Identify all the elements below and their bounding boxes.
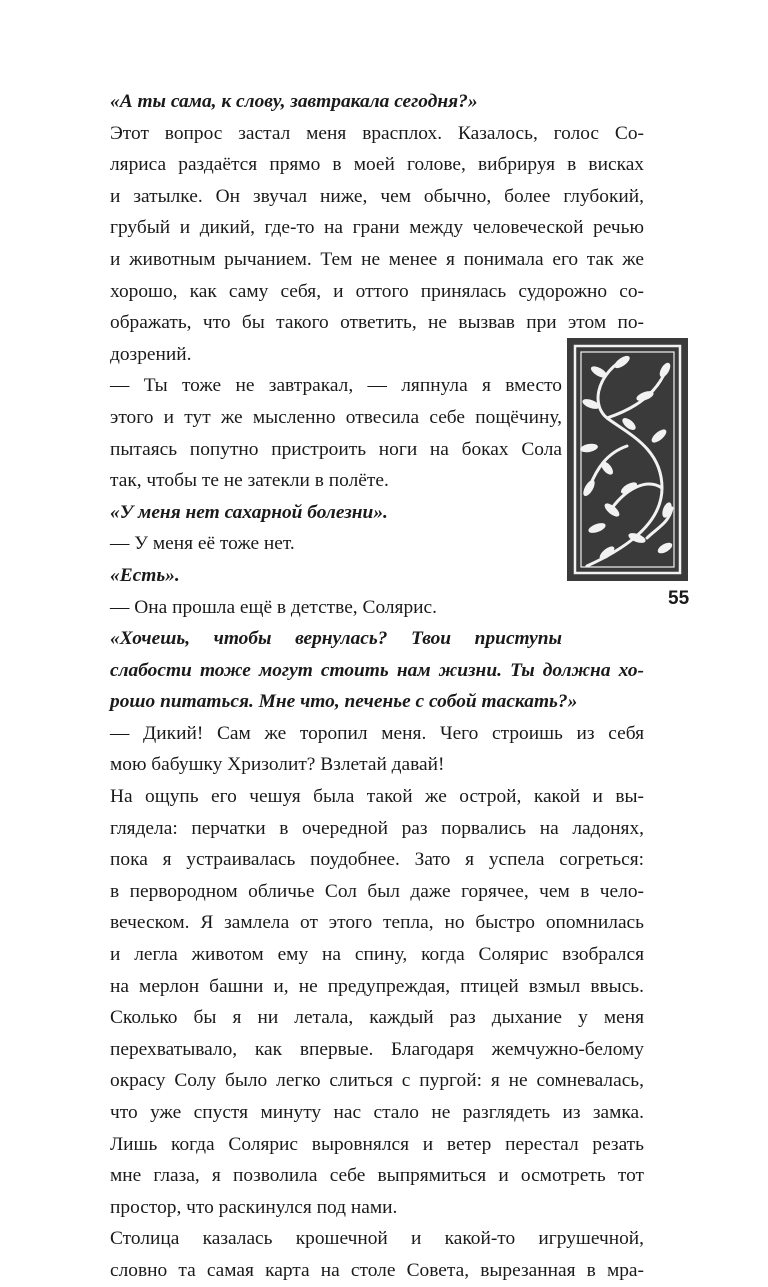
text-line: словно та самая карта на столе Совета, вырезанная в мра- — [110, 1259, 644, 1281]
text-line: в первородном обличье Сол был даже горячее, чем в чело- — [110, 880, 644, 902]
text-line: — Ты тоже не завтракал, — ляпнула я вместо — [110, 375, 562, 397]
text-line: пока я устраивалась поудобнее. Зато я успела согреться: — [110, 849, 644, 871]
floral-branch-ornament-icon — [567, 338, 688, 581]
text-line: что уже спустя минуту нас стало не разглядеть из замка. — [110, 1102, 644, 1123]
text-line: простор, что раскинулся под нами. — [110, 1196, 398, 1218]
text-line: пытаясь попутно пристроить ноги на боках Сола — [110, 438, 562, 460]
text-line: «А ты сама, к слову, завтракала сегодня?» — [110, 91, 478, 112]
text-line: Этот вопрос застал меня врасплох. Казалось, голос Со- — [110, 122, 644, 144]
text-line: и затылке. Он звучал ниже, чем обычно, более глубокий, — [110, 185, 644, 207]
text-line: глядела: перчатки в очередной раз порвались на ладонях, — [110, 817, 644, 839]
text-line: Столица казалась крошечной и какой-то игрушечной, — [110, 1228, 644, 1250]
text-line: — У меня её тоже нет. — [110, 533, 295, 555]
body-text — [110, 86, 644, 1287]
text-line: ляриса раздаётся прямо в моей голове, вибрируя в висках — [110, 154, 644, 176]
text-line: веческом. Я замлела от этого тепла, но быстро опомнилась — [110, 912, 644, 934]
text-line: Лишь когда Солярис выровнялся и ветер перестал резать — [110, 1133, 644, 1155]
text-line: перехватывало, как впервые. Благодаря жемчужно-белому — [110, 1038, 644, 1060]
text-line: грубый и дикий, где-то на грани между человеческой речью — [110, 217, 644, 239]
text-line: и легла животом ему на спину, когда Солярис взобрался — [110, 944, 644, 966]
text-line: дозрений. — [110, 343, 192, 365]
floral-ornament-icon — [567, 338, 688, 581]
text-line: «Есть». — [110, 564, 180, 586]
text-line: слабости тоже могут стоить нам жизни. Ты должна хо- — [110, 659, 644, 681]
text-line: «Хочешь, чтобы вернулась? Твои приступы — [110, 628, 562, 650]
text-line: и животным рычанием. Тем не менее я понимала его так же — [110, 248, 644, 270]
page-number: 55 — [668, 588, 690, 609]
text-line: ображать, что бы такого ответить, не вызвав при этом по- — [110, 312, 644, 334]
text-line: — Дикий! Сам же торопил меня. Чего строишь из себя — [110, 722, 644, 744]
text-line: так, чтобы те не затекли в полёте. — [110, 470, 389, 492]
text-line: этого и тут же мысленно отвесила себе пощёчину, — [110, 406, 562, 428]
text-line: — Она прошла ещё в детстве, Солярис. — [110, 596, 437, 618]
text-line: хорошо, как саму себя, и оттого принялась судорожно со- — [110, 280, 644, 302]
text-line: Сколько бы я ни летала, каждый раз дыхание у меня — [110, 1007, 644, 1029]
text-line: «У меня нет сахарной болезни». — [110, 501, 388, 523]
text-line: мне глаза, я позволила себе выпрямиться и осмотреть тот — [110, 1165, 644, 1187]
text-line: мою бабушку Хризолит? Взлетай давай! — [110, 754, 445, 776]
text-line: на мерлон башни и, не предупреждая, птицей взмыл ввысь. — [110, 975, 644, 997]
text-line: На ощупь его чешуя была такой же острой, какой и вы- — [110, 786, 644, 808]
text-line: окрасу Солу было легко слиться с пургой: я не сомневалась, — [110, 1070, 644, 1092]
text-line: рошо питаться. Мне что, печенье с собой таскать?» — [110, 691, 578, 713]
